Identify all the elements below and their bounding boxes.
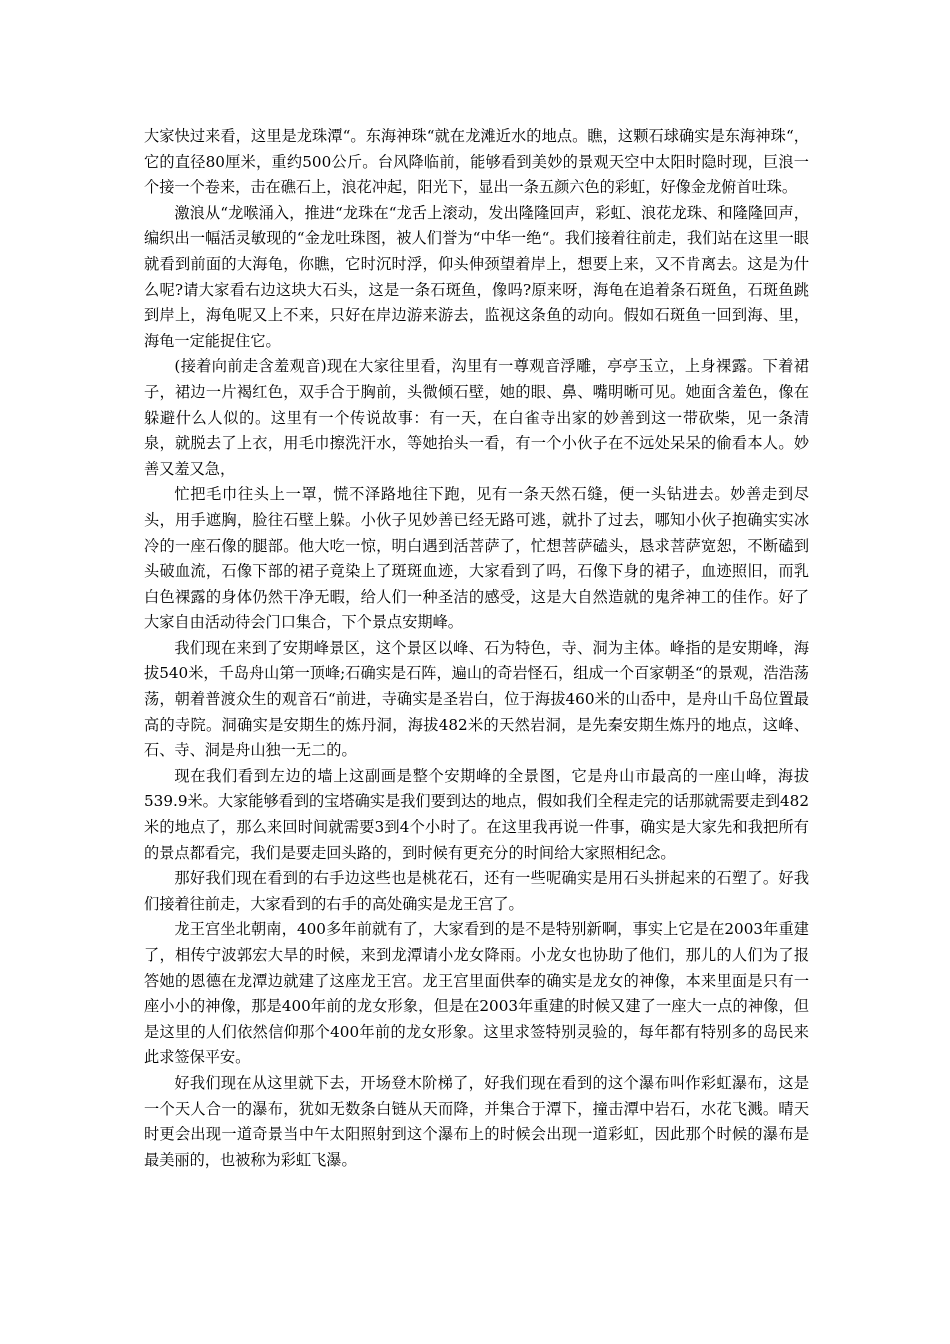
paragraph-golden-dragon: 激浪从“龙喉涌入，推进“龙珠在“龙舌上滚动，发出隆隆回声，彩虹、浪花龙珠、和隆隆回声，编织出一幅活灵敏现的“金龙吐珠图，被人们誉为“中华一绝“。我们接着往前走，我们站在这里一眼就看到前面的大海龟，你瞧，它时沉时浮，仰头伸颈望着岸上，想要上来，又不肯离去。这是为什么呢?请大家看右边这块大石头，这是一条石斑鱼，像吗?原来呀，海龟在追着条石斑鱼，石斑鱼跳到岸上，海龟呢又上不来，只好在岸边游来游去，监视这条鱼的动向。假如石斑鱼一回到海、里，海龟一定能捉住它。 <box>144 203 809 350</box>
paragraph-dragon-palace: 龙王宫坐北朝南，400多年前就有了，大家看到的是不是特别新啊，事实上它是在2003年重建了，相传宁波郭宏大旱的时候，来到龙潭请小龙女降雨。小龙女也协助了他们，那儿的人们为了报答她的恩德在龙潭边就建了这座龙王宫。龙王宫里面供奉的确实是龙女的神像，本来里面是只有一座小小的神像，那是400年前的龙女形象，但是在2003年重建的时候又建了一座大一点的神像，但是这里的人们依然信仰那个400年前的龙女形象。这里求签特别灵验的，每年都有特别多的岛民来此求签保平安。 <box>144 920 809 1067</box>
paragraph-shy-guanyin: (接着向前走含羞观音)现在大家往里看，沟里有一尊观音浮雕，亭亭玉立，上身裸露。下着裙子，裙边一片褐红色，双手合于胸前，头微倾石壁，她的眼、鼻、嘴明晰可见。她面含羞色，像在躲避什么人似的。这里有一个传说故事：有一天，在白雀寺出家的妙善到这一带砍柴，见一条清泉，就脱去了上衣，用毛巾擦洗汗水，等她抬头一看，有一个小伙子在不远处呆呆的偷看本人。妙善又羞又急， <box>144 357 809 478</box>
paragraph-peach-stone: 那好我们现在看到的右手边这些也是桃花石，还有一些呢确实是用石头拼起来的石塑了。好我们接着往前走，大家看到的右手的高处确实是龙王宫了。 <box>144 869 809 913</box>
paragraph-anqi-peak: 我们现在来到了安期峰景区，这个景区以峰、石为特色，寺、洞为主体。峰指的是安期峰，海拔540米，千岛舟山第一顶峰;石确实是石阵，遍山的奇岩怪石，组成一个百家朝圣“的景观，浩浩荡荡，朝着普渡众生的观音石“前进，寺确实是圣岩白，位于海拔460米的山岙中，是舟山千岛位置最高的寺院。洞确实是安期生的炼丹洞，海拔482米的天然岩洞，是先秦安期生炼丹的地点，这峰、石、寺、洞是舟山独一无二的。 <box>144 638 809 760</box>
document-body <box>144 124 809 1173</box>
paragraph-rainbow-waterfall: 好我们现在从这里就下去，开场登木阶梯了，好我们现在看到的这个瀑布叫作彩虹瀑布，这是一个天人合一的瀑布，犹如无数条白链从天而降，并集合于潭下，撞击潭中岩石，水花飞溅。晴天时更会出现一道奇景当中午太阳照射到这个瀑布上的时候会出现一道彩虹，因此那个时候的瀑布是最美丽的，也被称为彩虹飞瀑。 <box>144 1073 809 1169</box>
paragraph-miaoshan-legend: 忙把毛巾往头上一罩，慌不泽路地往下跑，见有一条天然石缝，便一头钻进去。妙善走到尽头，用手遮胸，脸往石壁上躲。小伙子见妙善已经无路可逃，就扑了过去，哪知小伙子抱确实实冰冷的一座石像的腿部。他大吃一惊，明白遇到活菩萨了，忙想菩萨磕头，恳求菩萨宽恕，不断磕到头破血流，石像下部的裙子竟染上了斑斑血迹，大家看到了吗，石像下身的裙子，血迹照旧，而乳白色裸露的身体仍然干净无暇，给人们一种圣洁的感受，这是大自然造就的鬼斧神工的佳作。好了大家自由活动待会门口集合，下个景点安期峰。 <box>144 485 809 632</box>
paragraph-panorama: 现在我们看到左边的墙上这副画是整个安期峰的全景图，它是舟山市最高的一座山峰，海拔539.9米。大家能够看到的宝塔确实是我们要到达的地点，假如我们全程走完的话那就需要走到482米的地点了，那么来回时间就需要3到4个小时了。在这里我再说一件事，确实是大家先和我把所有的景点都看完，我们是要走回头路的，到时候有更充分的时间给大家照相纪念。 <box>144 766 809 862</box>
paragraph-longzhu-pool: 大家快过来看，这里是龙珠潭“。东海神珠“就在龙滩近水的地点。瞧，这颗石球确实是东海神珠“，它的直径80厘米，重约500公斤。台风降临前，能够看到美妙的景观天空中太阳时隐时现，巨浪一个接一个卷来，击在礁石上，浪花冲起，阳光下，显出一条五颜六色的彩虹，好像金龙俯首吐珠。 <box>144 127 809 197</box>
